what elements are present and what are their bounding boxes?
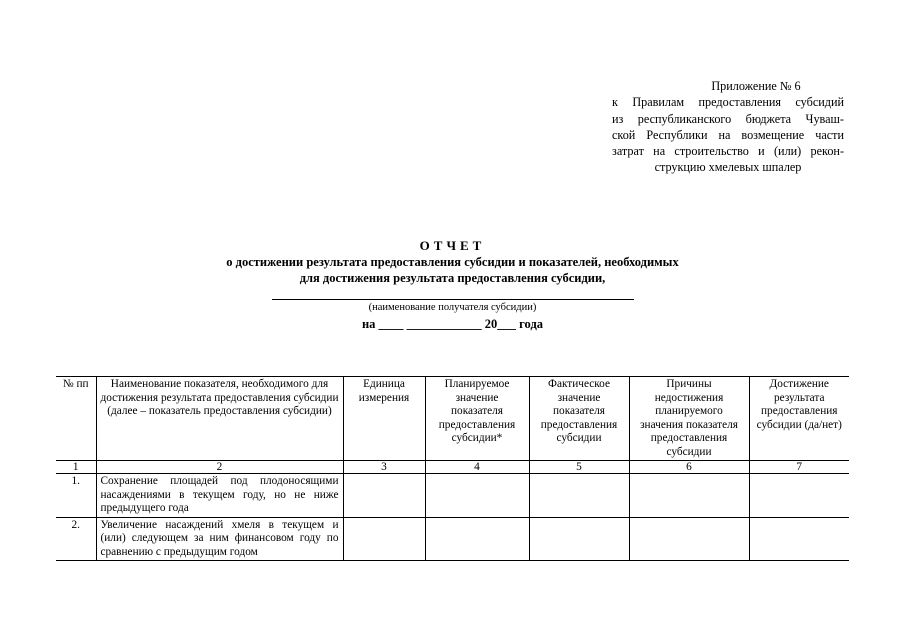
row-number: 1. [56,474,96,518]
planned-value-cell [425,517,529,561]
header-cell-achieved: Достижение результата предоставления субсидии (да/нет) [749,377,849,461]
header-cell-indicator-name: Наименование показателя, необходимого для достижения результата предоставления субсидии (далее – показатель предоставления субсидии) [96,377,343,461]
recipient-caption: (наименование получателя субсидии) [368,302,537,313]
table-row [56,474,849,518]
column-number: 2 [96,461,343,474]
header-cell-reasons: Причины недостижения планируемого значения показателя предоставления субсидии [629,377,749,461]
achieved-cell [749,517,849,561]
column-number: 3 [343,461,425,474]
appendix-line: Приложение № 6 [711,79,801,93]
indicator-name: Сохранение площадей под плодоносящими насаждениями в текущем году, но не ниже предыдущего года [96,474,343,518]
header-cell-number: № пп [56,377,96,461]
header-cell-planned: Планируемое значение показателя предоставления субсидии* [425,377,529,461]
header-cell-unit: Единица измерения [343,377,425,461]
recipient-name-line [272,299,634,300]
table-header-row [56,377,849,461]
header-cell-actual: Фактическое значение показателя предоставления субсидии [529,377,629,461]
planned-value-cell [425,474,529,518]
column-numbers-row [56,461,849,474]
appendix-line: из республиканского бюджета Чуваш- [612,111,844,126]
report-subtitle-line-2: для достижения результата предоставления субсидии, [299,271,606,285]
column-number: 6 [629,461,749,474]
table-row [56,517,849,561]
column-number: 7 [749,461,849,474]
column-number: 1 [56,461,96,474]
row-number: 2. [56,517,96,561]
appendix-header [612,78,844,176]
appendix-line: струкцию хмелевых шпалер [654,160,802,175]
unit-cell [343,517,425,561]
actual-value-cell [529,474,629,518]
actual-value-cell [529,517,629,561]
report-title: ОТЧЕТ [419,238,486,253]
reasons-cell [629,474,749,518]
report-table [56,376,849,561]
indicator-name: Увеличение насаждений хмеля в текущем и (или) следующем за ним финансовом году по сравнению с предыдущим годом [96,517,343,561]
column-number: 5 [529,461,629,474]
achieved-cell [749,474,849,518]
unit-cell [343,474,425,518]
column-number: 4 [425,461,529,474]
reasons-cell [629,517,749,561]
appendix-line: к Правилам предоставления субсидий [612,95,844,110]
report-subtitle-line-1: о достижении результата предоставления субсидии и показателей, необходимых [226,255,679,269]
report-date-line: на ____ ____________ 20___ года [361,317,544,331]
appendix-line: ской Республики на возмещение части [612,127,844,142]
appendix-line: затрат на строительство и (или) рекон- [612,144,844,159]
